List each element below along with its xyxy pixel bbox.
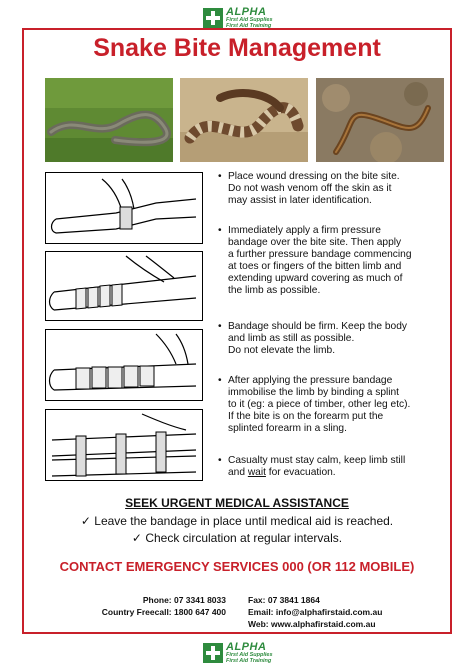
instruction-item — [218, 225, 450, 297]
instruction-item — [218, 455, 450, 479]
emergency-services-banner: CONTACT EMERGENCY SERVICES 000 (OR 112 MOBILE) — [59, 559, 415, 574]
check-text: Check circulation at regular intervals. — [145, 531, 343, 545]
bullet-icon: • — [218, 455, 222, 466]
illustration-dressing — [45, 172, 203, 244]
fax-number: Fax: 07 3841 1864 — [248, 595, 320, 605]
website-link[interactable]: Web: www.alphafirstaid.com.au — [248, 619, 376, 629]
brand-logo-top — [203, 7, 273, 29]
instruction-item — [218, 171, 450, 207]
illustration-splint — [45, 409, 203, 481]
instruction-line: bandage over the bite site. Then apply — [228, 237, 402, 248]
instruction-line: After applying the pressure bandage — [228, 375, 393, 386]
bullet-icon: • — [218, 321, 222, 332]
illustration-bandage-leg — [45, 251, 203, 321]
checkmark-icon: ✓ — [131, 531, 142, 545]
instruction-line: Bandage should be firm. Keep the body — [228, 321, 407, 332]
bullet-icon: • — [218, 171, 222, 182]
instruction-fragment: for evacuation. — [265, 467, 336, 478]
brand-line-supplies: First Aid Supplies — [226, 17, 273, 23]
check-item — [0, 531, 474, 545]
instruction-line: to it (eg: a piece of timber, other leg etc). — [228, 399, 411, 410]
instruction-line: Place wound dressing on the bite site. — [228, 171, 400, 182]
instruction-item — [218, 321, 450, 357]
email-address[interactable]: Email: info@alphafirstaid.com.au — [248, 607, 383, 617]
instruction-line: at toes or fingers of the bitten limb and — [228, 261, 402, 272]
instruction-line: a further pressure bandage commencing — [228, 249, 412, 260]
first-aid-cross-icon — [203, 8, 223, 28]
instruction-line: Do not wash venom off the skin as it — [228, 183, 392, 194]
instruction-item — [218, 375, 450, 435]
brand-name: ALPHA — [226, 641, 267, 653]
bullet-icon: • — [218, 225, 222, 236]
instruction-line: may assist in later identification. — [228, 195, 372, 206]
instruction-line: splinted forearm in a sling. — [228, 423, 347, 434]
instruction-line: If the bite is on the forearm put the — [228, 411, 384, 422]
seek-assistance-heading: SEEK URGENT MEDICAL ASSISTANCE — [125, 496, 349, 510]
instruction-line: and limb as still as possible. — [228, 333, 355, 344]
instruction-line: extending upward covering as much of — [228, 273, 403, 284]
brand-line-training: First Aid Training — [226, 657, 272, 664]
contact-details — [248, 594, 428, 630]
contact-phones — [70, 594, 226, 618]
instruction-line: immobilise the limb by binding a splint — [228, 387, 400, 398]
brand-line-supplies: First Aid Supplies — [226, 652, 273, 658]
snake-photo-grass — [45, 78, 173, 162]
emphasis-wait: wait — [247, 467, 266, 478]
page-title: Snake Bite Management — [93, 34, 381, 62]
brand-name: ALPHA — [226, 6, 267, 18]
instruction-line: Casualty must stay calm, keep limb still — [228, 455, 406, 466]
freecall-number: Country Freecall: 1800 647 400 — [101, 607, 226, 617]
bullet-icon: • — [218, 375, 222, 386]
instruction-fragment: and — [228, 467, 248, 478]
checkmark-icon: ✓ — [80, 514, 91, 528]
phone-number: Phone: 07 3341 8033 — [142, 595, 226, 605]
snake-photo-leaves — [316, 78, 444, 162]
instruction-line — [228, 467, 450, 479]
illustration-full-bandage — [45, 329, 203, 401]
instruction-line: Do not elevate the limb. — [228, 345, 336, 356]
first-aid-cross-icon — [203, 643, 223, 663]
instruction-line: the limb as possible. — [228, 285, 321, 296]
check-text: Leave the bandage in place until medical aid is reached. — [94, 514, 394, 528]
brand-line-training: First Aid Training — [226, 22, 272, 29]
snake-photo-sand — [180, 78, 308, 162]
brand-logo-bottom — [203, 642, 273, 664]
instruction-line: Immediately apply a firm pressure — [228, 225, 381, 236]
check-item — [0, 514, 474, 528]
